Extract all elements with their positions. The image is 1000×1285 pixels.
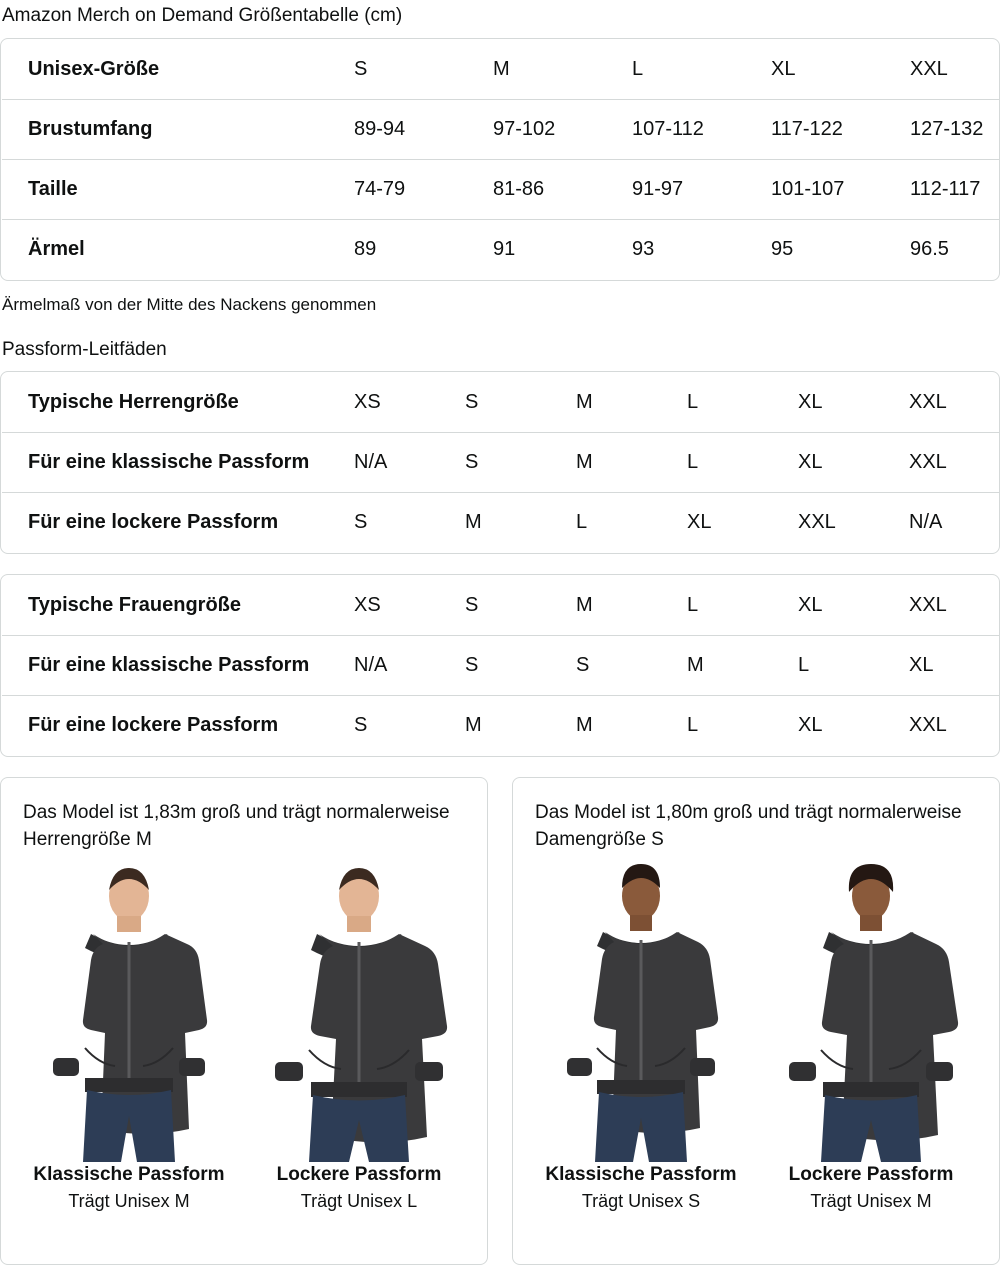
womens-classic-fit-model [535,862,747,1212]
mens-classic-fit-model [23,862,235,1212]
womens-relaxed-fit-model [765,862,977,1212]
mens-fit-table [1,372,1000,553]
cell: M [465,510,482,533]
cell: M [572,372,683,432]
mens-model-description: Das Model ist 1,83m groß und trägt normalerweise Herrengröße M [23,801,450,850]
table-row [2,575,1000,635]
cell: M [489,39,628,99]
cell: 91 [493,237,516,260]
cell: N/A [909,510,943,533]
cell: 74-79 [350,159,489,219]
mens-fit-table-wrapper [0,371,1000,554]
cell: L [683,432,794,492]
womens-model-description: Das Model ist 1,80m groß und trägt normalerweise Damengröße S [535,801,962,850]
fit-size: Trägt Unisex M [810,1190,932,1211]
fit-name: Klassische Passform [33,1163,225,1185]
fit-name: Lockere Passform [276,1163,442,1185]
cell: XXL [906,39,1000,99]
table-row [2,695,1000,755]
fit-size: Trägt Unisex L [300,1190,418,1211]
cell: S [461,432,572,492]
table-gap [0,554,1000,574]
cell: N/A [350,635,461,695]
womens-model-card [512,777,1000,1265]
cell: XL [794,372,905,432]
cell: 112-117 [906,159,1000,219]
cell: M [465,713,482,736]
cell: L [683,575,794,635]
table-row [2,372,1000,432]
cell: S [354,510,368,533]
cell: 93 [632,237,655,260]
table-row [2,219,1000,279]
cell: XS [350,575,461,635]
cell: M [572,575,683,635]
measurements-table [1,39,1000,280]
cell: L [794,635,905,695]
row-label: Ärmel [28,237,85,260]
row-label: Taille [2,159,351,219]
cell: S [354,713,368,736]
cell: 117-122 [767,99,906,159]
cell: S [461,635,572,695]
cell: 95 [771,237,794,260]
womens-fit-table-wrapper [0,574,1000,757]
model-illustration-relaxed-men [253,862,465,1162]
womens-fit-table [1,575,1000,756]
cell: M [572,432,683,492]
womens-model-photos [535,862,977,1212]
table-row [2,635,1000,695]
cell: S [461,575,572,635]
cell: XXL [905,575,1000,635]
fit-name: Lockere Passform [788,1163,954,1185]
cell: M [576,713,593,736]
page-title: Amazon Merch on Demand Größentabelle (cm) [2,5,403,26]
cell: L [683,372,794,432]
cell: XXL [798,510,836,533]
model-illustration-classic-women [535,862,747,1162]
fit-size: Trägt Unisex M [68,1190,190,1211]
mens-model-photos [23,862,465,1212]
table-row [2,492,1000,552]
cell: N/A [350,432,461,492]
cell: L [576,510,588,533]
model-illustration-relaxed-women [765,862,977,1162]
table-row [2,39,1000,99]
cell: XXL [905,432,1000,492]
cell: XL [905,635,1000,695]
fit-size: Trägt Unisex S [581,1190,701,1211]
cell: XXL [909,713,947,736]
mens-model-card [0,777,488,1265]
row-label: Für eine klassische Passform [2,635,351,695]
model-cards [0,777,1000,1265]
cell: 101-107 [767,159,906,219]
cell: 97-102 [489,99,628,159]
cell: S [461,372,572,432]
cell: XL [794,432,905,492]
cell: S [350,39,489,99]
cell: XS [350,372,461,432]
measurements-table-wrapper [0,38,1000,281]
cell: XL [798,713,823,736]
cell: 107-112 [628,99,767,159]
cell: 89-94 [350,99,489,159]
fit-guides-label: Passform-Leitfäden [2,338,167,360]
cell: XXL [905,372,1000,432]
cell: 81-86 [489,159,628,219]
cell: XL [767,39,906,99]
fit-name: Klassische Passform [545,1163,737,1185]
cell: 89 [354,237,377,260]
row-label: Typische Herrengröße [2,372,351,432]
cell: L [628,39,767,99]
table-row [2,159,1000,219]
cell: XL [687,510,712,533]
cell: 96.5 [910,237,949,260]
row-label: Für eine klassische Passform [2,432,351,492]
cell: L [687,713,699,736]
sleeve-measurement-note: Ärmelmaß von der Mitte des Nackens genommen [2,294,377,314]
row-label: Unisex-Größe [2,39,351,99]
row-label: Für eine lockere Passform [28,510,279,533]
row-label: Brustumfang [2,99,351,159]
row-label: Für eine lockere Passform [28,713,279,736]
model-illustration-classic-men [23,862,235,1162]
cell: S [572,635,683,695]
table-row [2,99,1000,159]
cell: 127-132 [906,99,1000,159]
row-label: Typische Frauengröße [2,575,351,635]
cell: 91-97 [628,159,767,219]
mens-relaxed-fit-model [253,862,465,1212]
table-row [2,432,1000,492]
cell: M [683,635,794,695]
cell: XL [794,575,905,635]
